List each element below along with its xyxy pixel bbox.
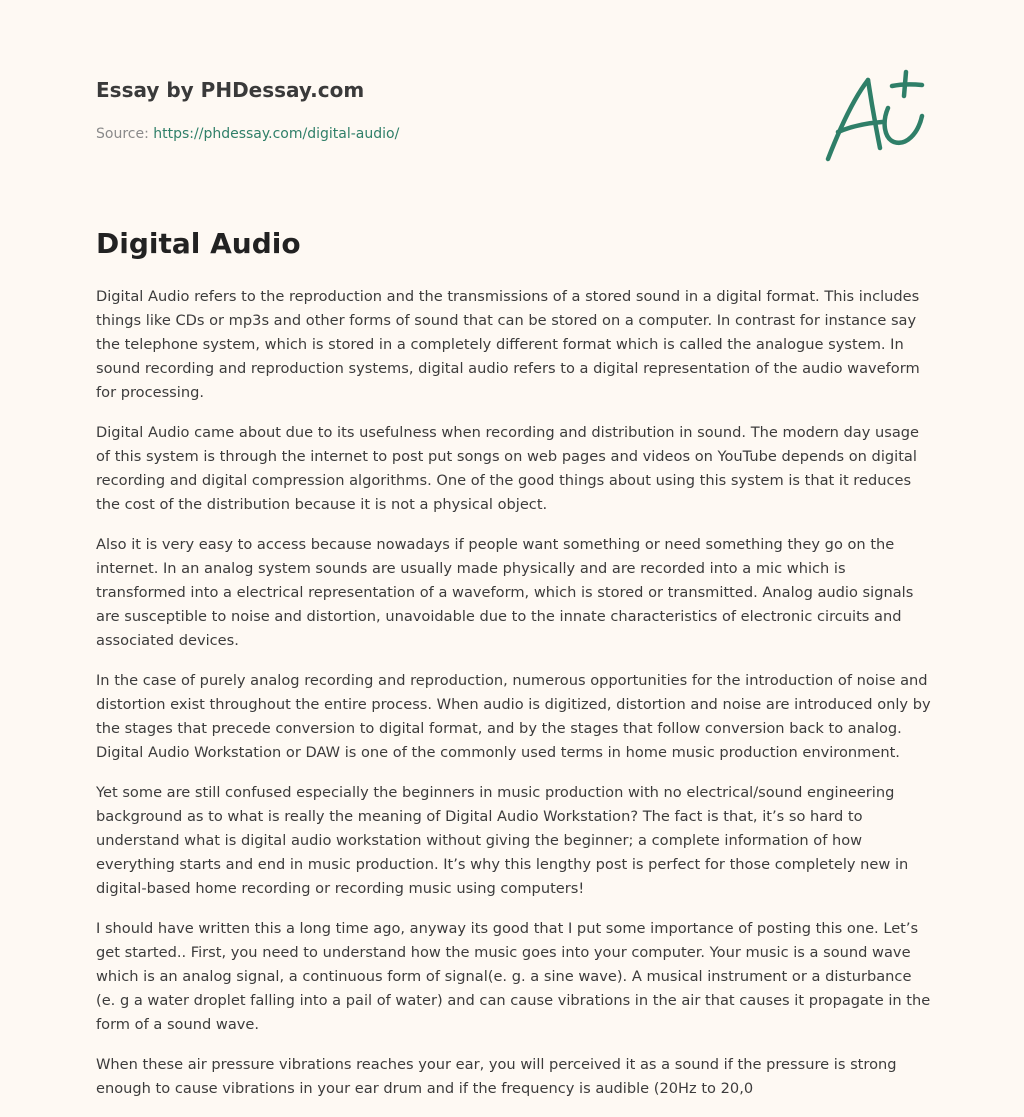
article-body [96, 285, 934, 1117]
paragraph-4: In the case of purely analog recording and reproduction, numerous opportunities for the introduction of noise and distortion exist throughout the entire process. When audio is digitized, distortion and noise are introduced only by the stages that precede conversion to digital format, and by the stages that follow conversion back to analog. Digital Audio Workstation or DAW is one of the commonly used terms in home music production environment. [96, 672, 931, 761]
paragraph-6: I should have written this a long time ago, anyway its good that I put some importance of posting this one. Let’s get started.. First, you need to understand how the music goes into your computer. Your music is a sound wave which is an analog signal, a continuous form of signal(e. g. a sine wave). A musical instrument or a disturbance (e. g a water droplet falling into a pail of water) and can cause vibrations in the air that causes it propagate in the form of a sound wave. [96, 920, 931, 1033]
article-title: Digital Audio [96, 227, 301, 260]
paragraph-1: Digital Audio refers to the reproduction and the transmissions of a stored sound in a digital format. This includes things like CDs or mp3s and other forms of sound that can be stored on a computer. In contrast for instance say the telephone system, which is stored in a completely different format which is called the analogue system. In sound recording and reproduction systems, digital audio refers to a digital representation of the audio waveform for processing. [96, 288, 920, 401]
source-link[interactable]: https://phdessay.com/digital-audio/ [153, 126, 400, 142]
site-title: Essay by PHDessay.com [96, 78, 365, 102]
a-plus-logo-icon [818, 66, 930, 166]
essay-header [96, 76, 696, 144]
paragraph-5: Yet some are still confused especially the beginners in music production with no electrical/sound engineering background as to what is really the meaning of Digital Audio Workstation? The fact is that, it’s so hard to understand what is digital audio workstation without giving the beginner; a complete information of how everything starts and end in music production. It’s why this lengthy post is perfect for those completely new in digital-based home recording or recording music using computers! [96, 784, 909, 897]
paragraph-2: Digital Audio came about due to its usefulness when recording and distribution in sound. The modern day usage of this system is through the internet to post put songs on web pages and videos on YouTube depends on digital recording and digital compression algorithms. One of the good things about using this system is that it reduces the cost of the distribution because it is not a physical object. [96, 424, 920, 513]
paragraph-3: Also it is very easy to access because nowadays if people want something or need something they go on the internet. In an analog system sounds are usually made physically and are recorded into a mic which is transformed into a electrical representation of a waveform, which is stored or transmitted. Analog audio signals are susceptible to noise and distortion, unavoidable due to the innate characteristics of electronic circuits and associated devices. [96, 536, 914, 649]
source-line [96, 124, 696, 144]
source-label: Source: [96, 126, 149, 142]
paragraph-7: When these air pressure vibrations reaches your ear, you will perceived it as a sound if the pressure is strong enough to cause vibrations in your ear drum and if the frequency is audible (20Hz to 20,0 [96, 1056, 897, 1097]
